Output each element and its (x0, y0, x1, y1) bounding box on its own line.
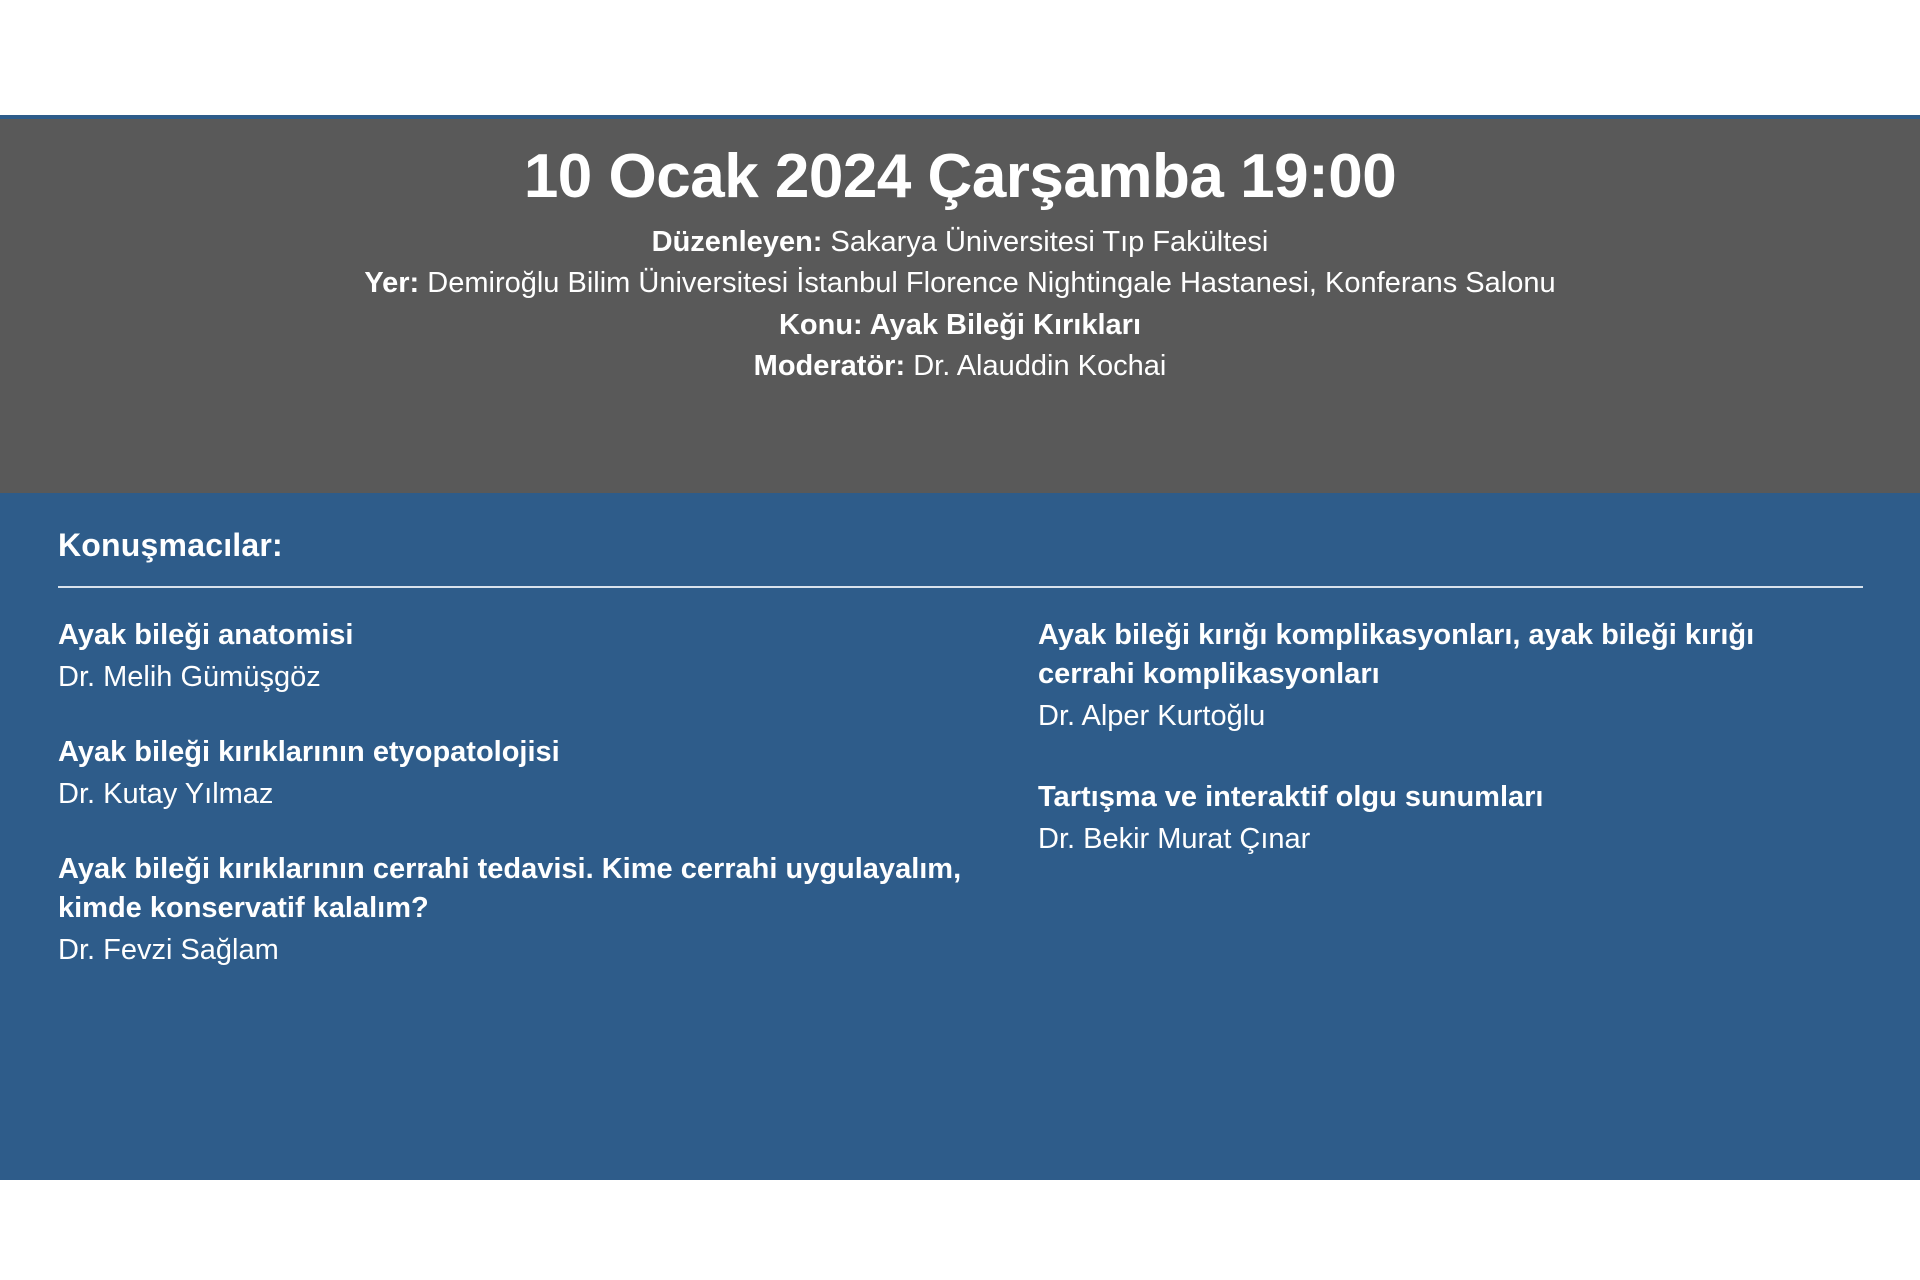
speakers-heading: Konuşmacılar: (58, 527, 283, 563)
talk-title: Ayak bileği kırıklarının etyopatolojisi (58, 735, 560, 768)
talk-item (1038, 778, 1818, 859)
organizer-value: Sakarya Üniversitesi Tıp Fakültesi (830, 226, 1269, 259)
venue-label: Yer: (364, 267, 420, 300)
talk-title: Ayak bileği anatomisi (58, 619, 354, 651)
poster-header-band (0, 115, 1920, 497)
speakers-column-left (58, 616, 988, 970)
talk-item (1038, 616, 1818, 736)
venue-line (0, 263, 1920, 304)
talk-speaker: Dr. Melih Gümüşgöz (58, 661, 321, 694)
topic-line (0, 305, 1920, 346)
bottom-strip (0, 1180, 1920, 1280)
talk-item (58, 850, 988, 970)
event-datetime: 10 Ocak 2024 Çarşamba 19:00 (523, 142, 1397, 211)
organizer-label: Düzenleyen: (651, 226, 823, 259)
section-divider (58, 586, 1863, 588)
talk-speaker: Dr. Fevzi Sağlam (58, 933, 279, 966)
moderator-label: Moderatör: (753, 349, 906, 382)
talk-item (58, 616, 988, 697)
speakers-column-right (1038, 616, 1818, 970)
talk-title: Ayak bileği kırıklarının cerrahi tedavisi. Kime cerrahi uygulayalım, kimde konservatif kalalım? (58, 852, 962, 924)
talk-title: Ayak bileği kırığı komplikasyonları, ayak bileği kırığı cerrahi komplikasyonları (1038, 619, 1755, 691)
speakers-columns (58, 616, 1862, 970)
speakers-panel (0, 497, 1920, 1180)
talk-title: Tartışma ve interaktif olgu sunumları (1038, 780, 1544, 813)
topic-label: Konu: (778, 308, 863, 341)
venue-value: Demiroğlu Bilim Üniversitesi İstanbul Florence Nightingale Hastanesi, Konferans Salonu (427, 267, 1556, 300)
talk-speaker: Dr. Kutay Yılmaz (58, 777, 274, 810)
organizer-line (0, 222, 1920, 263)
talk-speaker: Dr. Bekir Murat Çınar (1038, 823, 1311, 856)
topic-value: Ayak Bileği Kırıkları (869, 308, 1142, 341)
talk-speaker: Dr. Alper Kurtoğlu (1038, 700, 1266, 733)
moderator-value: Dr. Alauddin Kochai (913, 349, 1167, 382)
moderator-line (0, 346, 1920, 387)
talk-item (58, 733, 988, 814)
